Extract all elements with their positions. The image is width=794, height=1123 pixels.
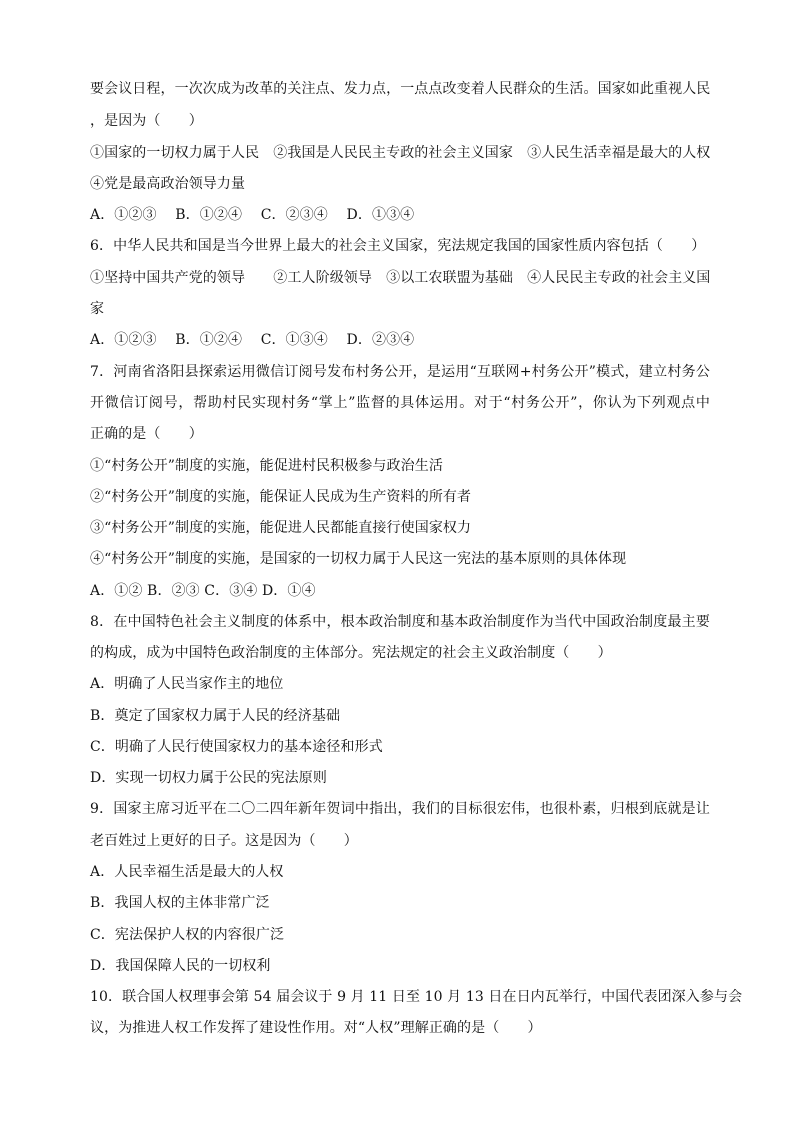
question-10: 10．联合国人权理事会第 54 届会议于 9 月 11 日至 10 月 13 日在日内瓦举行，中国代表团深入参与会 (90, 989, 743, 1005)
question-6: 6．中华人民共和国是当今世界上最大的社会主义国家，宪法规定我国的国家性质内容包括（ ） (90, 238, 706, 254)
text-line: 正确的是（ ） (90, 426, 203, 442)
text-line: ③“村务公开”制度的实施，能促进人民都能直接行使国家权力 (90, 520, 472, 536)
option-d: D．我国保障人民的一切权利 (90, 958, 271, 974)
text-line: 老百姓过上更好的日子。这是因为（ ） (90, 833, 358, 849)
text-line: ①国家的一切权力属于人民 ②我国是人民民主专政的社会主义国家 ③人民生活幸福是最大的人权 (90, 145, 711, 161)
answer-options: A．①②③ B．①②④ C．②③④ D．①③④ (90, 207, 415, 223)
question-8: 8．在中国特色社会主义制度的体系中，根本政治制度和基本政治制度作为当代中国政治制度最主要 (90, 614, 710, 630)
option-d: D．实现一切权力属于公民的宪法原则 (90, 770, 327, 786)
answer-options: A．①② B．②③ C．③④ D．①④ (90, 583, 316, 599)
text-line: 家 (90, 301, 105, 317)
option-a: A．人民幸福生活是最大的人权 (90, 864, 284, 880)
question-9: 9．国家主席习近平在二〇二四年新年贺词中指出，我们的目标很宏伟，也很朴素，归根到底就是让 (90, 801, 710, 817)
text-line: ②“村务公开”制度的实施，能保证人民成为生产资料的所有者 (90, 489, 472, 505)
answer-options: A．①②③ B．①②④ C．①③④ D．②③④ (90, 332, 415, 348)
option-a: A．明确了人民当家作主的地位 (90, 676, 284, 692)
text-line: 要会议日程，一次次成为改革的关注点、发力点，一点点改变着人民群众的生活。国家如此重视人民 (90, 81, 711, 97)
question-7: 7．河南省洛阳县探索运用微信订阅号发布村务公开，是运用“互联网+村务公开”模式，建立村务公 (90, 364, 710, 380)
text-line: ，是因为（ ） (90, 113, 203, 129)
option-c: C．宪法保护人权的内容很广泛 (90, 927, 285, 943)
text-line: ①坚持中国共产党的领导 ②工人阶级领导 ③以工农联盟为基础 ④人民民主专政的社会主义国 (90, 270, 711, 286)
text-line: 议，为推进人权工作发挥了建设性作用。对“人权”理解正确的是（ ） (90, 1020, 542, 1036)
text-line: 开微信订阅号，帮助村民实现村务“掌上”监督的具体运用。对于“村务公开”，你认为下列观点中 (90, 395, 710, 411)
text-line: 的构成，成为中国特色政治制度的主体部分。宪法规定的社会主义政治制度（ ） (90, 645, 612, 661)
option-b: B．奠定了国家权力属于人民的经济基础 (90, 708, 341, 724)
text-line: ④党是最高政治领导力量 (90, 176, 246, 192)
option-c: C．明确了人民行使国家权力的基本途径和形式 (90, 739, 383, 755)
text-line: ①“村务公开”制度的实施，能促进村民积极参与政治生活 (90, 458, 443, 474)
option-b: B．我国人权的主体非常广泛 (90, 895, 270, 911)
text-line: ④“村务公开”制度的实施，是国家的一切权力属于人民这一宪法的基本原则的具体体现 (90, 551, 627, 567)
